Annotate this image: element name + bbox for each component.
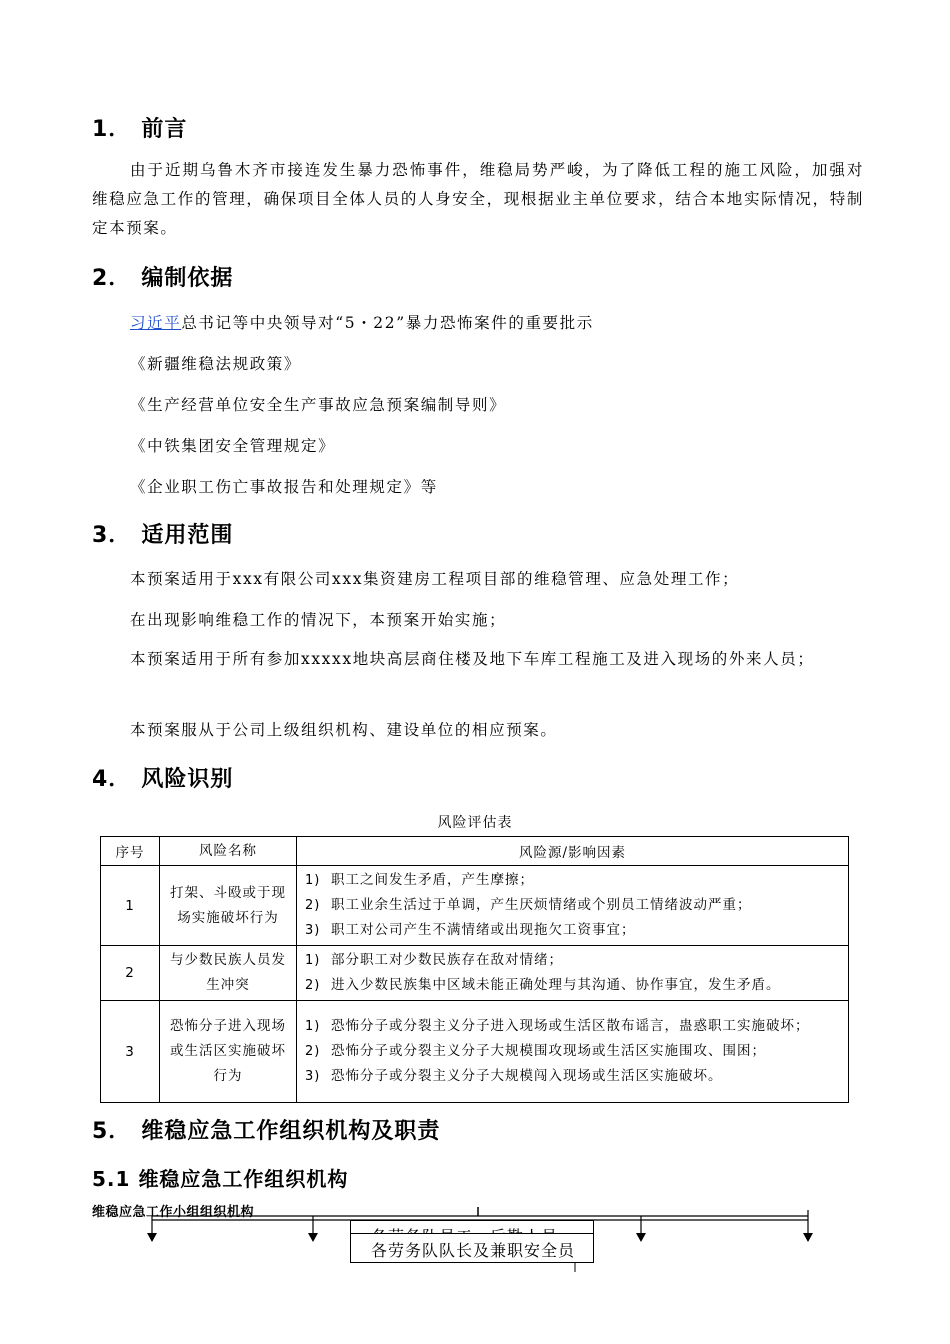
row-number: 1 — [101, 866, 160, 946]
risk-source-item: 2) 恐怖分子或分裂主义分子大规模围攻现场或生活区实施围攻、围困； — [305, 1043, 766, 1059]
risk-source-item: 2) 进入少数民族集中区域未能正确处理与其沟通、协作事宜，发生矛盾。 — [305, 977, 781, 993]
scope-item-line: 本预案适用于所有参加xxxxx地块高层商住楼及地下车库工程施工及进入现场的外来人 — [130, 650, 781, 668]
section-title: 前言 — [141, 117, 188, 142]
risk-name: 与少数民族人员发生冲突 — [160, 946, 297, 1001]
section-number: 5.1 — [92, 1167, 131, 1191]
risk-source-item: 3) 恐怖分子或分裂主义分子大规模闯入现场或生活区实施破坏。 — [305, 1068, 723, 1084]
section-title: 维稳应急工作组织机构 — [138, 1167, 349, 1191]
header-risk-name: 风险名称 — [160, 837, 297, 866]
org-chart-label: 维稳应急工作小组组织机构 — [92, 1205, 255, 1220]
section-number: 3． — [92, 523, 132, 548]
risk-source-item: 1) 恐怖分子或分裂主义分子进入现场或生活区散布谣言，蛊惑职工实施破坏； — [305, 1018, 810, 1034]
basis-item-text: 总书记等中央领导对“5・22”暴力恐怖案件的重要批示 — [181, 314, 594, 332]
basis-item: 《中铁集团安全管理规定》 — [130, 437, 336, 455]
scope-item: 本预案服从于公司上级组织机构、建设单位的相应预案。 — [130, 721, 558, 739]
section-title: 编制依据 — [141, 266, 234, 291]
section-number: 2． — [92, 266, 132, 291]
section-number: 4． — [92, 767, 132, 792]
basis-item: 《生产经营单位安全生产事故应急预案编制导则》 — [130, 396, 507, 414]
section-title: 风险识别 — [141, 767, 234, 792]
section-title: 维稳应急工作组织机构及职责 — [141, 1119, 441, 1144]
risk-name: 恐怖分子进入现场或生活区实施破坏行为 — [160, 1001, 297, 1103]
table-caption: 风险评估表 — [437, 815, 513, 831]
risk-name: 打架、斗殴或于现场实施破坏行为 — [160, 866, 297, 946]
section-title: 适用范围 — [141, 523, 234, 548]
risk-source-item: 1) 职工之间发生矛盾，产生摩擦； — [305, 872, 534, 888]
preface-line: 加强对维稳应急工作的管理，确保项目全体人员的人身安全，现根据业主单位要求，结合本 — [92, 161, 864, 208]
preface-line: 由于近期乌鲁木齐市接连发生暴力恐怖事件，维稳局势严峻，为了降低工程的施工风险， — [130, 161, 812, 179]
scope-item-line: 员； — [780, 650, 815, 668]
risk-source-item: 2) 职工业余生活过于单调，产生厌烦情绪或个别员工情绪波动严重； — [305, 897, 752, 913]
preface-line: 地实际情况，特制定本预案。 — [92, 190, 864, 237]
risk-source-item: 1) 部分职工对少数民族存在敌对情绪； — [305, 952, 563, 968]
header-risk-source: 风险源/影响因素 — [297, 837, 849, 866]
org-box-text: 各劳务队队长及兼职安全员 — [371, 1241, 576, 1260]
row-number: 3 — [101, 1001, 160, 1103]
section-number: 5． — [92, 1119, 132, 1144]
scope-item: 在出现影响维稳工作的情况下，本预案开始实施； — [130, 611, 507, 629]
basis-item: 《企业职工伤亡事故报告和处理规定》等 — [130, 478, 438, 496]
section-number: 1． — [92, 117, 132, 142]
header-no: 序号 — [101, 837, 160, 866]
basis-link[interactable]: 习近平 — [130, 314, 182, 332]
scope-item: 本预案适用于xxx有限公司xxx集资建房工程项目部的维稳管理、应急处理工作； — [130, 570, 740, 588]
basis-item: 《新疆维稳法规政策》 — [130, 355, 302, 373]
risk-source-item: 3) 职工对公司产生不满情绪或出现拖欠工资事宜； — [305, 922, 636, 938]
row-number: 2 — [101, 946, 160, 1001]
